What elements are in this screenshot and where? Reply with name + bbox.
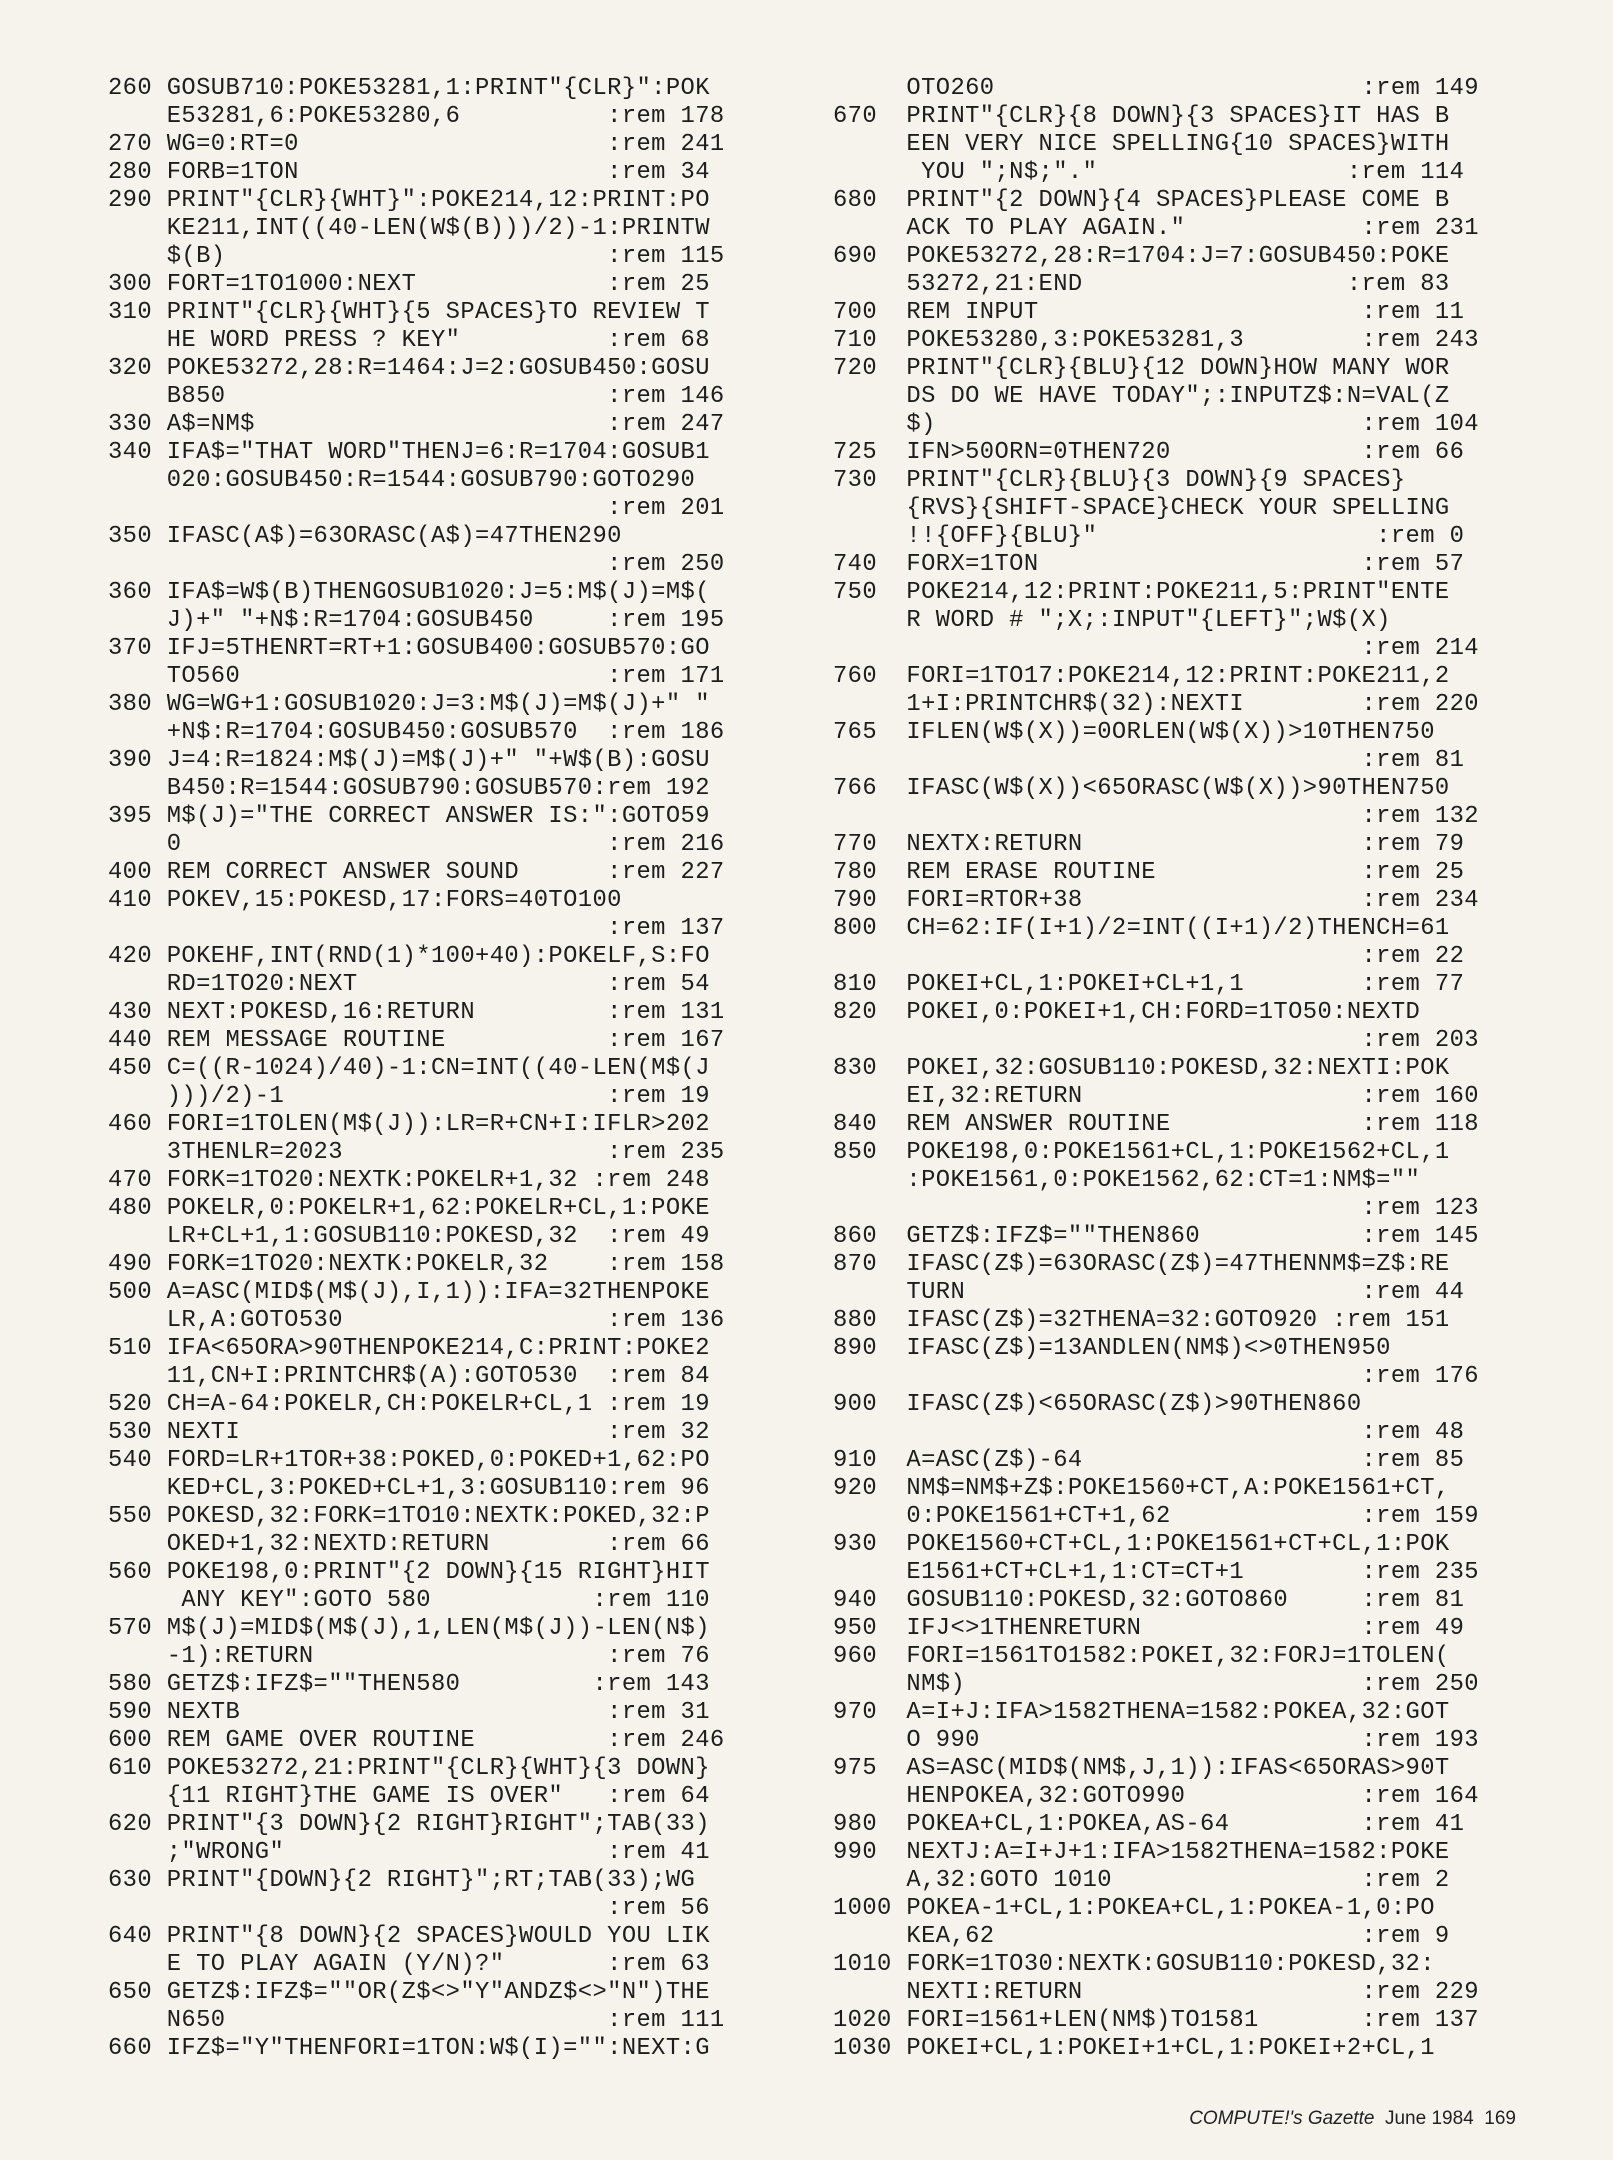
code-line: 1010 FORK=1TO30:NEXTK:GOSUB110:POKESD,32:	[833, 1951, 1435, 1978]
code-line: 740 FORX=1TON :rem 57	[833, 551, 1465, 578]
code-line: 330 A$=NM$ :rem 247	[108, 411, 725, 438]
code-line: 930 POKE1560+CT+CL,1:POKE1561+CT+CL,1:POK	[833, 1531, 1450, 1558]
code-line: OTO260 :rem 149	[833, 75, 1479, 102]
code-line: :rem 214	[833, 635, 1479, 662]
code-line: ;"WRONG" :rem 41	[108, 1839, 710, 1866]
code-line: 620 PRINT"{3 DOWN}{2 RIGHT}RIGHT";TAB(33)	[108, 1811, 710, 1838]
code-line: 290 PRINT"{CLR}{WHT}":POKE214,12:PRINT:PO	[108, 187, 710, 214]
code-line: 020:GOSUB450:R=1544:GOSUB790:GOTO290	[108, 467, 696, 494]
code-line: OKED+1,32:NEXTD:RETURN :rem 66	[108, 1531, 710, 1558]
code-line: :rem 56	[108, 1895, 710, 1922]
left-listing-column	[108, 75, 803, 2063]
code-line: TURN :rem 44	[833, 1279, 1465, 1306]
code-line: 500 A=ASC(MID$(M$(J),I,1)):IFA=32THENPOKE	[108, 1279, 710, 1306]
code-line: :rem 132	[833, 803, 1479, 830]
code-line: O 990 :rem 193	[833, 1727, 1479, 1754]
page-footer	[1189, 2108, 1516, 2130]
code-line: 320 POKE53272,28:R=1464:J=2:GOSUB450:GOSU	[108, 355, 710, 382]
code-line: EEN VERY NICE SPELLING{10 SPACES}WITH	[833, 131, 1450, 158]
code-line: 910 A=ASC(Z$)-64 :rem 85	[833, 1447, 1465, 1474]
code-line: 600 REM GAME OVER ROUTINE :rem 246	[108, 1727, 725, 1754]
code-line: 920 NM$=NM$+Z$:POKE1560+CT,A:POKE1561+CT,	[833, 1475, 1450, 1502]
code-line: :rem 81	[833, 747, 1465, 774]
code-line: J)+" "+N$:R=1704:GOSUB450 :rem 195	[108, 607, 725, 634]
code-line: 725 IFN>50ORN=0THEN720 :rem 66	[833, 439, 1465, 466]
code-line: 770 NEXTX:RETURN :rem 79	[833, 831, 1465, 858]
code-line: 460 FORI=1TOLEN(M$(J)):LR=R+CN+I:IFLR>202	[108, 1111, 710, 1138]
code-line: 990 NEXTJ:A=I+J+1:IFA>1582THENA=1582:POKE	[833, 1839, 1450, 1866]
code-line: 710 POKE53280,3:POKE53281,3 :rem 243	[833, 327, 1479, 354]
code-line: 800 CH=62:IF(I+1)/2=INT((I+1)/2)THENCH=61	[833, 915, 1450, 942]
code-line: {11 RIGHT}THE GAME IS OVER" :rem 64	[108, 1783, 710, 1810]
code-line: 53272,21:END :rem 83	[833, 271, 1450, 298]
code-line: HE WORD PRESS ? KEY" :rem 68	[108, 327, 710, 354]
code-line: 540 FORD=LR+1TOR+38:POKED,0:POKED+1,62:PO	[108, 1447, 710, 1474]
code-line: 640 PRINT"{8 DOWN}{2 SPACES}WOULD YOU LIK	[108, 1923, 710, 1950]
code-line: 0 :rem 216	[108, 831, 725, 858]
code-line: 590 NEXTB :rem 31	[108, 1699, 710, 1726]
code-line: KE211,INT((40-LEN(W$(B)))/2)-1:PRINTW	[108, 215, 710, 242]
code-line: :rem 203	[833, 1027, 1479, 1054]
code-line: 450 C=((R-1024)/40)-1:CN=INT((40-LEN(M$(J	[108, 1055, 710, 1082]
code-line: 670 PRINT"{CLR}{8 DOWN}{3 SPACES}IT HAS B	[833, 103, 1450, 130]
code-line: ACK TO PLAY AGAIN." :rem 231	[833, 215, 1479, 242]
code-line: 420 POKEHF,INT(RND(1)*100+40):POKELF,S:FO	[108, 943, 710, 970]
code-line: 1030 POKEI+CL,1:POKEI+1+CL,1:POKEI+2+CL,1	[833, 2035, 1435, 2062]
code-line: 390 J=4:R=1824:M$(J)=M$(J)+" "+W$(B):GOSU	[108, 747, 710, 774]
code-line: E TO PLAY AGAIN (Y/N)?" :rem 63	[108, 1951, 710, 1978]
footer-page-number: 169	[1484, 2108, 1516, 2129]
code-line: 440 REM MESSAGE ROUTINE :rem 167	[108, 1027, 725, 1054]
code-line: 370 IFJ=5THENRT=RT+1:GOSUB400:GOSUB570:GO	[108, 635, 710, 662]
code-line: :rem 22	[833, 943, 1465, 970]
code-line: 630 PRINT"{DOWN}{2 RIGHT}";RT;TAB(33);WG	[108, 1867, 696, 1894]
code-line: 580 GETZ$:IFZ$=""THEN580 :rem 143	[108, 1671, 710, 1698]
code-line: HENPOKEA,32:GOTO990 :rem 164	[833, 1783, 1479, 1810]
code-line: 400 REM CORRECT ANSWER SOUND :rem 227	[108, 859, 725, 886]
code-line: 510 IFA<65ORA>90THENPOKE214,C:PRINT:POKE2	[108, 1335, 710, 1362]
code-line: DS DO WE HAVE TODAY";:INPUTZ$:N=VAL(Z	[833, 383, 1450, 410]
code-line: {RVS}{SHIFT-SPACE}CHECK YOUR SPELLING	[833, 495, 1450, 522]
code-line: KEA,62 :rem 9	[833, 1923, 1450, 1950]
code-line: 480 POKELR,0:POKELR+1,62:POKELR+CL,1:POKE	[108, 1195, 710, 1222]
code-line: 780 REM ERASE ROUTINE :rem 25	[833, 859, 1465, 886]
code-line: 340 IFA$="THAT WORD"THENJ=6:R=1704:GOSUB1	[108, 439, 710, 466]
code-line: 765 IFLEN(W$(X))=0ORLEN(W$(X))>10THEN750	[833, 719, 1435, 746]
code-line: YOU ";N$;"." :rem 114	[833, 159, 1465, 186]
code-line: )))/2)-1 :rem 19	[108, 1083, 710, 1110]
code-line: 880 IFASC(Z$)=32THENA=32:GOTO920 :rem 151	[833, 1307, 1450, 1334]
code-line: :rem 137	[108, 915, 725, 942]
code-line: 570 M$(J)=MID$(M$(J),1,LEN(M$(J))-LEN(N$)	[108, 1615, 710, 1642]
code-line: 11,CN+I:PRINTCHR$(A):GOTO530 :rem 84	[108, 1363, 710, 1390]
code-line: :rem 201	[108, 495, 725, 522]
code-line: E1561+CT+CL+1,1:CT=CT+1 :rem 235	[833, 1559, 1479, 1586]
code-line: 410 POKEV,15:POKESD,17:FORS=40TO100	[108, 887, 622, 914]
footer-date: June 1984	[1384, 2108, 1474, 2129]
code-line: 550 POKESD,32:FORK=1TO10:NEXTK:POKED,32:P	[108, 1503, 710, 1530]
code-line: -1):RETURN :rem 76	[108, 1643, 710, 1670]
code-line: :rem 48	[833, 1419, 1465, 1446]
code-line: 760 FORI=1TO17:POKE214,12:PRINT:POKE211,2	[833, 663, 1450, 690]
code-line: 0:POKE1561+CT+1,62 :rem 159	[833, 1503, 1479, 1530]
code-line: 690 POKE53272,28:R=1704:J=7:GOSUB450:POKE	[833, 243, 1450, 270]
code-line: 950 IFJ<>1THENRETURN :rem 49	[833, 1615, 1465, 1642]
code-line: A,32:GOTO 1010 :rem 2	[833, 1867, 1450, 1894]
right-listing-column	[833, 75, 1528, 2063]
code-line: 1020 FORI=1561+LEN(NM$)TO1581 :rem 137	[833, 2007, 1479, 2034]
code-line: B850 :rem 146	[108, 383, 725, 410]
code-line: EI,32:RETURN :rem 160	[833, 1083, 1479, 1110]
code-line: 840 REM ANSWER ROUTINE :rem 118	[833, 1111, 1479, 1138]
code-line: :rem 123	[833, 1195, 1479, 1222]
code-line: 520 CH=A-64:POKELR,CH:POKELR+CL,1 :rem 19	[108, 1391, 710, 1418]
code-line: 395 M$(J)="THE CORRECT ANSWER IS:":GOTO59	[108, 803, 710, 830]
code-line: !!{OFF}{BLU}" :rem 0	[833, 523, 1465, 550]
code-line: 610 POKE53272,21:PRINT"{CLR}{WHT}{3 DOWN}	[108, 1755, 710, 1782]
code-line: 260 GOSUB710:POKE53281,1:PRINT"{CLR}":POK	[108, 75, 710, 102]
code-line: 280 FORB=1TON :rem 34	[108, 159, 710, 186]
code-line: 360 IFA$=W$(B)THENGOSUB1020:J=5:M$(J)=M$(	[108, 579, 710, 606]
code-line: 560 POKE198,0:PRINT"{2 DOWN}{15 RIGHT}HIT	[108, 1559, 710, 1586]
code-line: 3THENLR=2023 :rem 235	[108, 1139, 725, 1166]
code-line: NEXTI:RETURN :rem 229	[833, 1979, 1479, 2006]
code-line: 530 NEXTI :rem 32	[108, 1419, 710, 1446]
code-line: LR+CL+1,1:GOSUB110:POKESD,32 :rem 49	[108, 1223, 710, 1250]
code-line: 890 IFASC(Z$)=13ANDLEN(NM$)<>0THEN950	[833, 1335, 1391, 1362]
code-line: $(B) :rem 115	[108, 243, 725, 270]
code-line: 1+I:PRINTCHR$(32):NEXTI :rem 220	[833, 691, 1479, 718]
code-line: 680 PRINT"{2 DOWN}{4 SPACES}PLEASE COME B	[833, 187, 1450, 214]
code-line: 660 IFZ$="Y"THENFORI=1TON:W$(I)="":NEXT:G	[108, 2035, 710, 2062]
code-line: +N$:R=1704:GOSUB450:GOSUB570 :rem 186	[108, 719, 725, 746]
code-line: 766 IFASC(W$(X))<65ORASC(W$(X))>90THEN750	[833, 775, 1450, 802]
code-line: 1000 POKEA-1+CL,1:POKEA+CL,1:POKEA-1,0:PO	[833, 1895, 1435, 1922]
code-line: :rem 250	[108, 551, 725, 578]
code-line: NM$) :rem 250	[833, 1671, 1479, 1698]
code-line: 830 POKEI,32:GOSUB110:POKESD,32:NEXTI:POK	[833, 1055, 1450, 1082]
code-line: :POKE1561,0:POKE1562,62:CT=1:NM$=""	[833, 1167, 1421, 1194]
code-line: 850 POKE198,0:POKE1561+CL,1:POKE1562+CL,1	[833, 1139, 1450, 1166]
code-line: 900 IFASC(Z$)<65ORASC(Z$)>90THEN860	[833, 1391, 1362, 1418]
code-line: 350 IFASC(A$)=63ORASC(A$)=47THEN290	[108, 523, 622, 550]
code-line: $) :rem 104	[833, 411, 1479, 438]
code-line: 870 IFASC(Z$)=63ORASC(Z$)=47THENNM$=Z$:RE	[833, 1251, 1450, 1278]
code-line: 300 FORT=1TO1000:NEXT :rem 25	[108, 271, 710, 298]
code-line: 940 GOSUB110:POKESD,32:GOTO860 :rem 81	[833, 1587, 1465, 1614]
code-line: 650 GETZ$:IFZ$=""OR(Z$<>"Y"ANDZ$<>"N")THE	[108, 1979, 710, 2006]
code-line: 470 FORK=1TO20:NEXTK:POKELR+1,32 :rem 248	[108, 1167, 710, 1194]
code-line: 980 POKEA+CL,1:POKEA,AS-64 :rem 41	[833, 1811, 1465, 1838]
code-line: 700 REM INPUT :rem 11	[833, 299, 1465, 326]
code-line: 750 POKE214,12:PRINT:POKE211,5:PRINT"ENTE	[833, 579, 1450, 606]
code-line: 790 FORI=RTOR+38 :rem 234	[833, 887, 1479, 914]
code-line: 720 PRINT"{CLR}{BLU}{12 DOWN}HOW MANY WOR	[833, 355, 1450, 382]
code-line: RD=1TO20:NEXT :rem 54	[108, 971, 710, 998]
code-line: :rem 176	[833, 1363, 1479, 1390]
code-line: 490 FORK=1TO20:NEXTK:POKELR,32 :rem 158	[108, 1251, 725, 1278]
code-line: KED+CL,3:POKED+CL+1,3:GOSUB110:rem 96	[108, 1475, 710, 1502]
code-line: TO560 :rem 171	[108, 663, 725, 690]
code-line: 975 AS=ASC(MID$(NM$,J,1)):IFAS<65ORAS>90T	[833, 1755, 1450, 1782]
code-line: 430 NEXT:POKESD,16:RETURN :rem 131	[108, 999, 725, 1026]
code-line: E53281,6:POKE53280,6 :rem 178	[108, 103, 725, 130]
code-line: N650 :rem 111	[108, 2007, 725, 2034]
code-line: B450:R=1544:GOSUB790:GOSUB570:rem 192	[108, 775, 710, 802]
code-line: 820 POKEI,0:POKEI+1,CH:FORD=1TO50:NEXTD	[833, 999, 1421, 1026]
code-line: 730 PRINT"{CLR}{BLU}{3 DOWN}{9 SPACES}	[833, 467, 1406, 494]
code-line: ANY KEY":GOTO 580 :rem 110	[108, 1587, 710, 1614]
footer-magazine: COMPUTE!'s Gazette	[1189, 2108, 1375, 2129]
code-line: 970 A=I+J:IFA>1582THENA=1582:POKEA,32:GOT	[833, 1699, 1450, 1726]
code-line: 270 WG=0:RT=0 :rem 241	[108, 131, 725, 158]
code-line: 380 WG=WG+1:GOSUB1020:J=3:M$(J)=M$(J)+" "	[108, 691, 710, 718]
code-line: 810 POKEI+CL,1:POKEI+CL+1,1 :rem 77	[833, 971, 1465, 998]
code-line: 860 GETZ$:IFZ$=""THEN860 :rem 145	[833, 1223, 1479, 1250]
code-line: 310 PRINT"{CLR}{WHT}{5 SPACES}TO REVIEW T	[108, 299, 710, 326]
code-line: 960 FORI=1561TO1582:POKEI,32:FORJ=1TOLEN(	[833, 1643, 1450, 1670]
code-line: R WORD # ";X;:INPUT"{LEFT}";W$(X)	[833, 607, 1391, 634]
code-line: LR,A:GOTO530 :rem 136	[108, 1307, 725, 1334]
